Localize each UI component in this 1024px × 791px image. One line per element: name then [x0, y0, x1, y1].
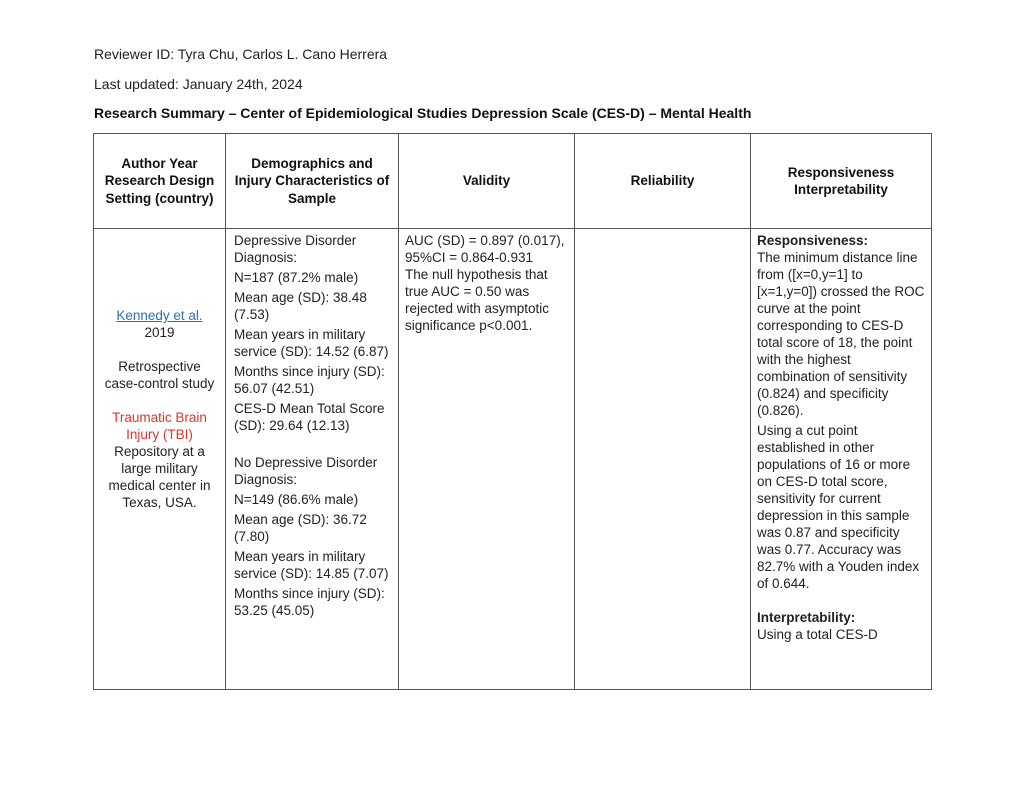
- col-header-reliability: Reliability: [575, 134, 751, 229]
- responsiveness-cell: [751, 229, 932, 690]
- study-condition: Traumatic Brain Injury (TBI): [112, 410, 207, 442]
- demo-line: No Depressive Disorder Diagnosis:: [234, 455, 378, 487]
- col-header-validity: Validity: [399, 134, 575, 229]
- study-year: 2019: [144, 325, 175, 340]
- study-design: Retrospective case-control study: [104, 359, 215, 391]
- demo-line: Mean years in military service (SD): 14.85 (7.07): [234, 549, 389, 581]
- validity-line: AUC (SD) = 0.897 (0.017), 95%CI = 0.864-0.931: [405, 233, 565, 265]
- page-title: Research Summary – Center of Epidemiological Studies Depression Scale (CES-D) – Mental Health: [94, 105, 752, 121]
- reviewer-id: Reviewer ID: Tyra Chu, Carlos L. Cano Herrera: [94, 46, 388, 62]
- demo-line: Mean years in military service (SD): 14.52 (6.87): [234, 327, 389, 359]
- interpretability-text: Using a total CES-D: [757, 627, 878, 642]
- study-cell: [94, 229, 226, 690]
- demo-line: Mean age (SD): 36.72 (7.80): [234, 512, 367, 544]
- validity-cell: [399, 229, 575, 690]
- demo-line: Mean age (SD): 38.48 (7.53): [234, 290, 367, 322]
- demo-line: N=149 (86.6% male): [234, 492, 359, 507]
- demo-line: N=187 (87.2% male): [234, 270, 359, 285]
- validity-line: The null hypothesis that true AUC = 0.50 was rejected with asymptotic significance p<0.001.: [405, 267, 550, 333]
- responsiveness-heading: Responsiveness:: [757, 233, 869, 248]
- last-updated: Last updated: January 24th, 2024: [94, 76, 303, 92]
- demographics-cell: [226, 229, 399, 690]
- table-header-row: [94, 134, 932, 229]
- col-header-author: Author Year Research Design Setting (country): [94, 134, 226, 229]
- research-summary-table: [93, 133, 932, 690]
- demo-line: Months since injury (SD): 53.25 (45.05): [234, 586, 385, 618]
- col-header-responsiveness: Responsiveness Interpretability: [751, 134, 932, 229]
- author-link[interactable]: Kennedy et al.: [116, 308, 203, 323]
- col-header-demographics: Demographics and Injury Characteristics of Sample: [226, 134, 399, 229]
- demo-line: CES-D Mean Total Score (SD): 29.64 (12.13): [234, 401, 385, 433]
- demo-line: Depressive Disorder Diagnosis:: [234, 233, 357, 265]
- interpretability-heading: Interpretability:: [757, 610, 856, 625]
- responsiveness-text: Using a cut point established in other populations of 16 or more on CES-D total score, sensitivity for current depression in this sample was 0.87 and specificity was 0.77. Accuracy was 82.7% with a Youden index of 0.644.: [757, 423, 920, 591]
- demo-line: Months since injury (SD): 56.07 (42.51): [234, 364, 385, 396]
- table-row: [94, 229, 932, 690]
- study-setting: Repository at a large military medical center in Texas, USA.: [108, 444, 211, 510]
- reliability-cell: [575, 229, 751, 690]
- responsiveness-text: The minimum distance line from ([x=0,y=1] to [x=1,y=0]) crossed the ROC curve at the point corresponding to CES-D total score of 18, the point with the highest combination of sensitivity (0.824) and specificity (0.826).: [757, 250, 925, 418]
